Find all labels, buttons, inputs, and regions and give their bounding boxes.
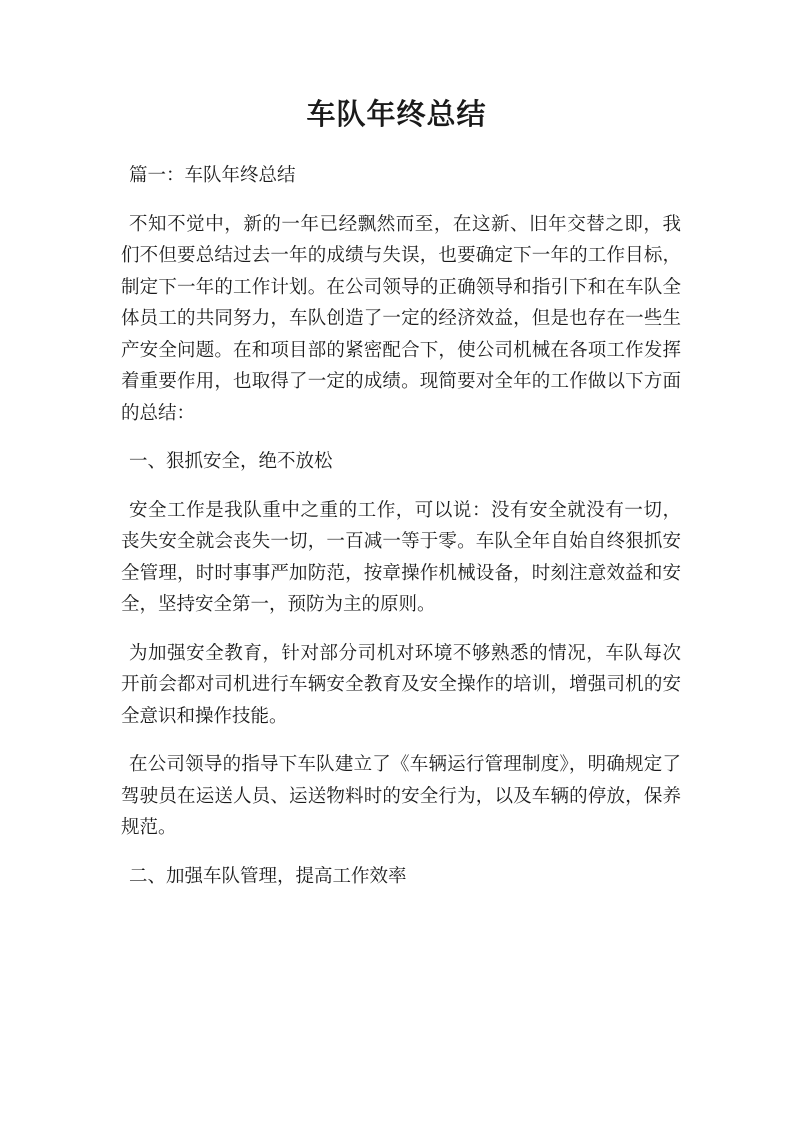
section-heading-management: 二、加强车队管理，提高工作效率 <box>129 865 407 887</box>
document-body <box>121 160 681 909</box>
section-heading-chapter-one: 篇一：车队年终总结 <box>129 165 296 186</box>
section-heading-safety: 一、狠抓安全，绝不放松 <box>129 451 333 472</box>
paragraph-safety-importance: 安全工作是我队重中之重的工作，可以说：没有安全就没有一切，丧失安全就会丧失一切，一百减一等于零。车队全年自始自终狠抓安全管理，时时事事严加防范，按章操作机械设备，时刻注意效益和安全，坚持安全第一，预防为主的原则。 <box>121 499 681 615</box>
paragraph-safety-education: 为加强安全教育，针对部分司机对环境不够熟悉的情况，车队每次开前会都对司机进行车辆安全教育及安全操作的培训，增强司机的安全意识和操作技能。 <box>121 642 681 727</box>
paragraph-intro: 不知不觉中，新的一年已经飘然而至，在这新、旧年交替之即，我们不但要总结过去一年的成绩与失误，也要确定下一年的工作目标，制定下一年的工作计划。在公司领导的正确领导和指引下和在车队全体员工的共同努力，车队创造了一定的经济效益，但是也存在一些生产安全问题。在和项目部的紧密配合下，使公司机械在各项工作发挥着重要作用，也取得了一定的成绩。现简要对全年的工作做以下方面的总结： <box>121 213 681 424</box>
paragraph-management-system: 在公司领导的指导下车队建立了《车辆运行管理制度》，明确规定了驾驶员在运送人员、运送物料时的安全行为，以及车辆的停放，保养规范。 <box>121 754 681 838</box>
document-title: 车队年终总结 <box>306 97 487 131</box>
